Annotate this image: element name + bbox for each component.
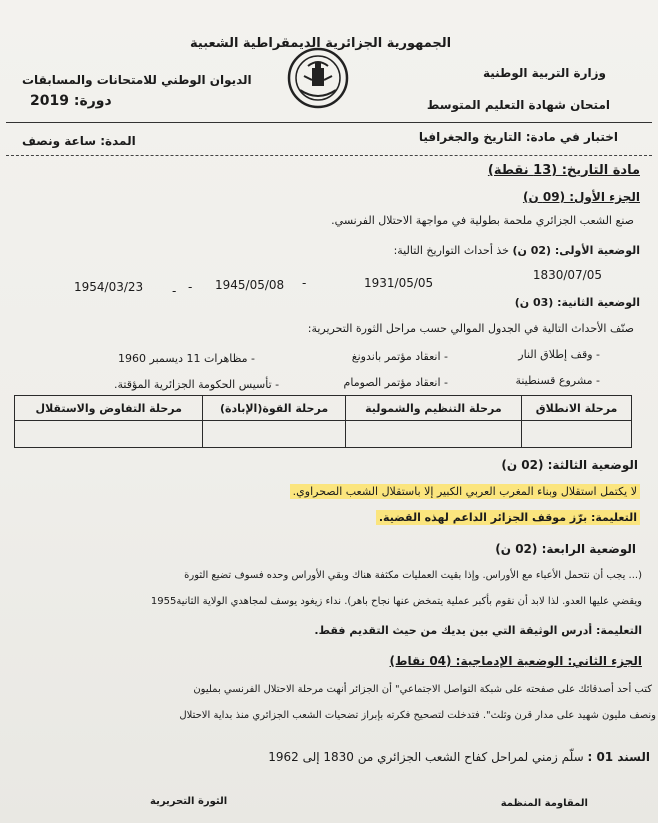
date-1: 1830/07/05 (532, 268, 602, 282)
situation1-label: الوضعية الأولى: (02 ن) (512, 244, 640, 257)
event-bandung: - انعقاد مؤتمر باندونغ (351, 350, 448, 363)
header-divider (6, 122, 652, 123)
date-4: 1954/03/23 (74, 280, 144, 294)
document-text: سلّم زمني لمراحل كفاح الشعب الجزائري من 1830 إلى 1962 (268, 750, 584, 764)
situation3-label: الوضعية الثالثة: (02 ن) (501, 458, 638, 472)
republic-title: الجمهورية الجزائرية الديمقراطية الشعبية (190, 36, 452, 51)
event-soummam: - انعقاد مؤتمر الصومام (343, 376, 448, 389)
situation2-instruction: صنّف الأحداث التالية في الجدول الموالي حسب مراحل الثورة التحريرية: (307, 322, 634, 335)
situation2-label: الوضعية الثانية: (03 ن) (514, 296, 640, 309)
history-title: مادة التاريخ: (13 نقطة) (487, 163, 640, 178)
document-line (268, 750, 650, 764)
dash-1: - (302, 276, 307, 290)
phase-negotiation-header: مرحلة التفاوض والاستقلال (15, 396, 203, 421)
phase-launch-cell (522, 421, 632, 448)
exam-name: امتحان شهادة التعليم المتوسط (426, 98, 610, 112)
dash-2: - (188, 280, 193, 294)
situation3-task: التعليمة: برّز موقف الجزائر الداعم لهذه القضية. (376, 510, 640, 525)
part1-intro: صنع الشعب الجزائري ملحمة بطولية في مواجهة الاحتلال الفرنسي. (331, 214, 634, 227)
phases-answer-row (15, 421, 632, 448)
situation4-quote-line1: (... يجب أن نتحمل الأعباء مع الأوراس. وإذا بقيت العمليات مكثفة هناك وبقي الأوراس وحده فسوف تضيع الثورة (184, 570, 642, 581)
office-name: الديوان الوطني للامتحانات والمسابقات (22, 73, 252, 87)
session-year: 2019 (30, 93, 69, 109)
date-2: 1931/05/05 (364, 276, 434, 290)
situation1 (394, 244, 640, 257)
situation3-quote: لا يكتمل استقلال وبناء المغرب العربي الكبير إلا باستقلال الشعب الصحراوي. (290, 484, 640, 499)
situation4-label: الوضعية الرابعة: (02 ن) (495, 542, 636, 556)
subject-line: اختبار في مادة: التاريخ والجغرافيا (418, 130, 618, 144)
timeline-resistance-label: المقاومة المنظمة (500, 798, 588, 809)
phase-organization-header: مرحلة التنظيم والشمولية (345, 396, 522, 421)
part2-text-line1: كتب أحد أصدقائك على صفحته على شبكة التواصل الاجتماعي" أن الجزائر أنهت مرحلة الاحتلال الفرنسي بمليون (193, 684, 652, 695)
phases-table (14, 395, 632, 448)
event-gpra: - تأسيس الحكومة الجزائرية المؤقتة. (114, 378, 280, 391)
phase-negotiation-cell (15, 421, 203, 448)
situation4-task: التعليمة: أدرس الوثيقة التي بين يديك من حيث التقديم فقط. (314, 624, 642, 637)
document-label: السند 01 : (587, 750, 650, 764)
duration-line: المدة: ساعة ونصف (22, 134, 136, 148)
session-line (30, 93, 112, 109)
session-label: دورة: (73, 93, 112, 109)
phase-organization-cell (345, 421, 522, 448)
phases-header-row (15, 396, 632, 421)
phase-strength-cell (203, 421, 345, 448)
part1-title: الجزء الأول: (09 ن) (522, 190, 640, 204)
dash-3: - (172, 284, 177, 298)
exam-office-emblem (286, 46, 350, 110)
situation4-quote-line2: ويقضي عليها العدو. لذا لابد أن نقوم بأكبر عملية يتمخض عنها نجاح باهر). نداء زيغود يوسف لمجاهدي الولاية الثانية1955 (150, 596, 642, 607)
phase-launch-header: مرحلة الانطلاق (522, 396, 632, 421)
timeline-revolution-label: الثورة التحريرية (150, 796, 228, 807)
ministry-name: وزارة التربية الوطنية (482, 66, 606, 80)
date-3: 1945/05/08 (215, 278, 285, 292)
event-december-1960: - مظاهرات 11 ديسمبر 1960 (118, 352, 256, 365)
subject-divider (6, 155, 652, 156)
situation1-instruction: خذ أحداث التواريخ التالية: (393, 244, 509, 257)
part2-text-line2: ونصف مليون شهيد على مدار قرن وثلث". فتدخلت لتصحيح فكرته بإبراز تضحيات الشعب الجزائري منذ بداية الاحتلال (179, 710, 656, 721)
event-constantine-plan: - مشروع قسنطينة (515, 374, 600, 387)
event-ceasefire: - وقف إطلاق النار (518, 348, 600, 361)
phase-strength-header: مرحلة القوة(الإبادة) (203, 396, 345, 421)
part2-title: الجزء الثاني: الوضعية الإدماجية: (04 نقاط) (389, 654, 642, 668)
